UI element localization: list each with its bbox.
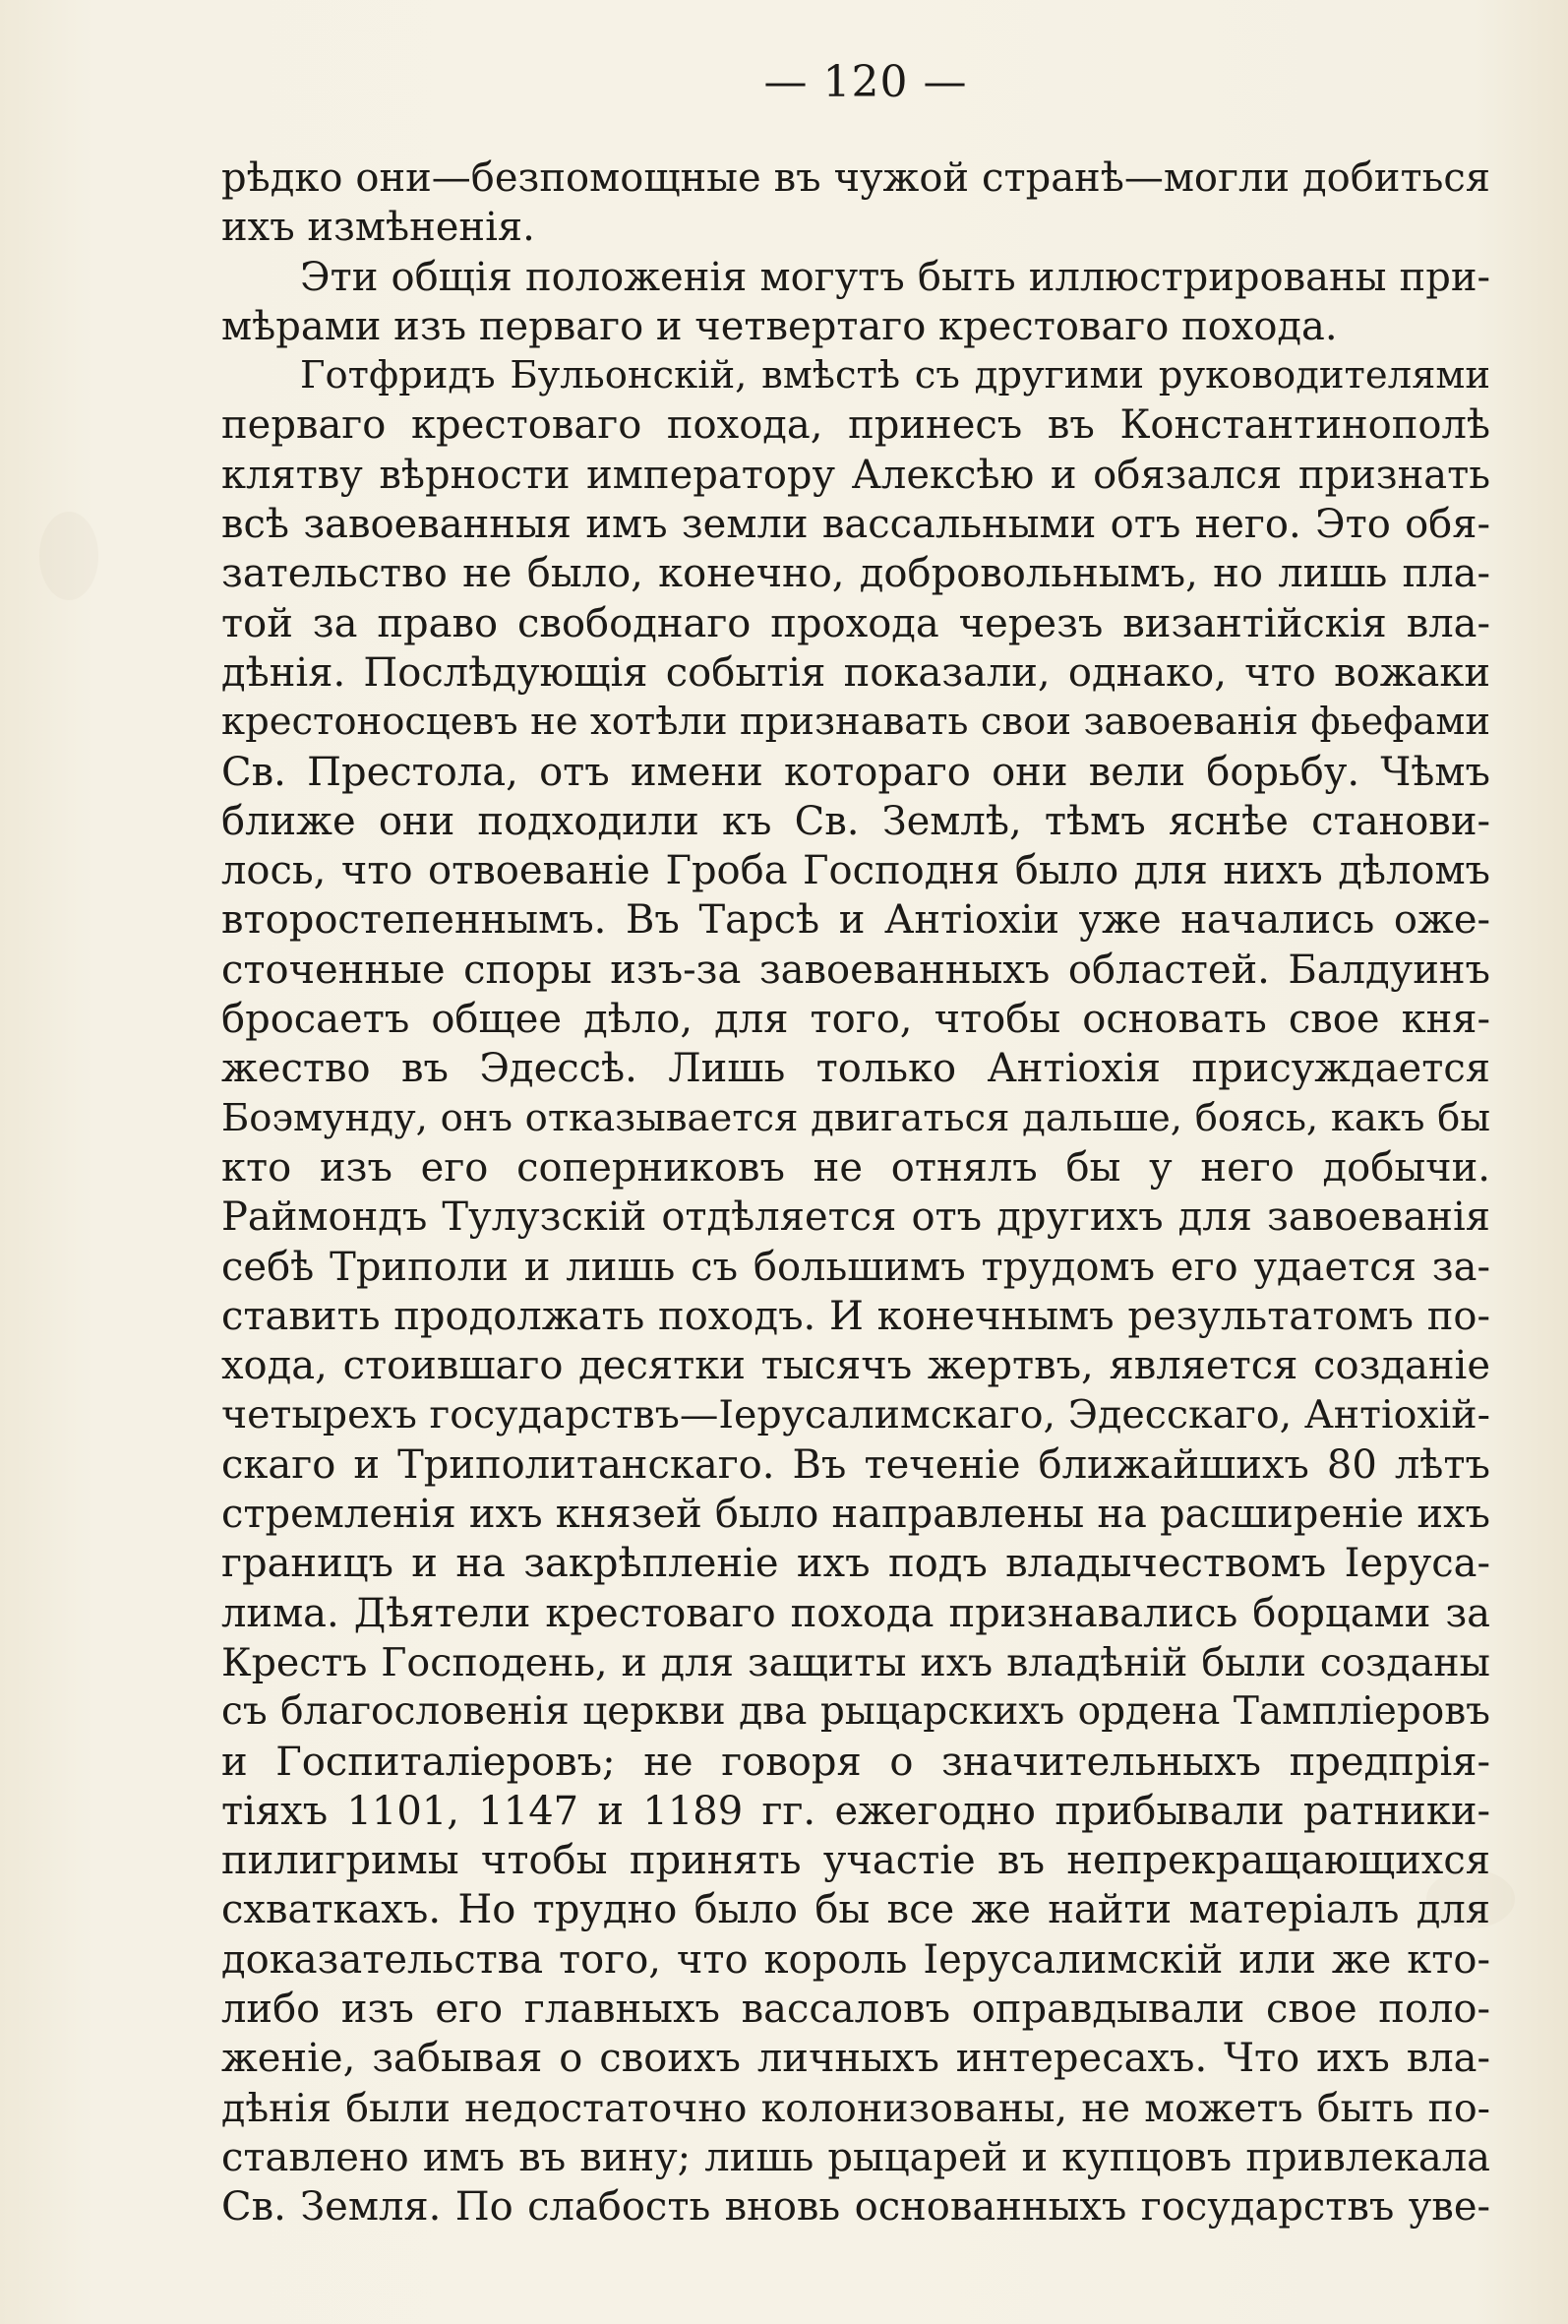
paper-stain xyxy=(39,512,98,600)
text-line: кто изъ его соперниковъ не отнялъ бы у него добычи. xyxy=(221,1144,1490,1191)
text-line: сточенные споры изъ-за завоеванныхъ областей. Балдуинъ xyxy=(221,947,1490,993)
text-line: жество въ Эдессѣ. Лишь только Антіохія присуждается xyxy=(221,1046,1490,1092)
text-line: клятву вѣрности императору Алексѣю и обязался признать xyxy=(221,452,1490,498)
text-line: перваго крестоваго похода, принесъ въ Константинополѣ xyxy=(221,402,1490,449)
text-line: тіяхъ 1101, 1147 и 1189 гг. ежегодно прибывали ратники- xyxy=(221,1788,1490,1834)
text-line: ставлено имъ въ вину; лишь рыцарей и купцовъ привлекала xyxy=(221,2134,1490,2180)
text-line: зательство не было, конечно, добровольнымъ, но лишь пла- xyxy=(221,551,1490,597)
text-line: той за право свободнаго прохода черезъ византійскія вла- xyxy=(221,600,1490,646)
text-line: дѣнія были недостаточно колонизованы, не можетъ быть по- xyxy=(221,2085,1490,2131)
text-line: ихъ измѣненія. xyxy=(221,205,535,251)
text-line: второстепеннымъ. Въ Тарсѣ и Антіохіи уже начались оже- xyxy=(221,897,1490,944)
text-line: ставить продолжать походъ. И конечнымъ результатомъ по- xyxy=(221,1293,1490,1339)
body-text xyxy=(221,153,1490,2232)
text-line: Св. Земля. По слабость вновь основанныхъ государствъ уве- xyxy=(221,2184,1490,2231)
page-number: — 120 — xyxy=(763,57,968,107)
text-line: женіе, забывая о своихъ личныхъ интересахъ. Что ихъ вла- xyxy=(221,2036,1490,2082)
text-line: пилигримы чтобы принять участіе въ непрекращающихся xyxy=(221,1838,1490,1884)
text-line: стремленія ихъ князей было направлены на расширеніе ихъ xyxy=(221,1492,1490,1538)
text-line: дѣнія. Послѣдующія событія показали, однако, что вожаки xyxy=(221,649,1490,696)
text-line: хода, стоившаго десятки тысячъ жертвъ, является созданіе xyxy=(221,1343,1490,1389)
text-line: и Госпиталіеровъ; не говоря о значительныхъ предпрія- xyxy=(221,1739,1490,1785)
text-line: крестоносцевъ не хотѣли признавать свои завоеванія фьефами xyxy=(221,700,1490,745)
text-line: Крестъ Господень, и для защиты ихъ владѣній были созданы xyxy=(221,1639,1490,1685)
text-line: границъ и на закрѣпленіе ихъ подъ владычествомъ Іеруса- xyxy=(221,1541,1490,1587)
text-line: доказательства того, что король Іерусалимскій или же кто- xyxy=(221,1936,1490,1983)
text-line: Св. Престола, отъ имени котораго они вели борьбу. Чѣмъ xyxy=(221,749,1490,795)
text-line: съ благословенія церкви два рыцарскихъ ордена Тампліеровъ xyxy=(221,1689,1490,1735)
text-line: всѣ завоеванныя имъ земли вассальными отъ него. Это обя- xyxy=(221,502,1490,548)
text-line: лима. Дѣятели крестоваго похода признавались борцами за xyxy=(221,1590,1490,1636)
text-line: рѣдко они—безпомощные въ чужой странѣ—могли добиться xyxy=(221,155,1490,201)
text-line: схваткахъ. Но трудно было бы все же найти матеріалъ для xyxy=(221,1887,1490,1933)
text-line: либо изъ его главныхъ вассаловъ оправдывали свое поло- xyxy=(221,1986,1490,2032)
text-line: мѣрами изъ перваго и четвертаго крестоваго похода. xyxy=(221,303,1338,349)
text-line: Раймондъ Тулузскій отдѣляется отъ другихъ для завоеванія xyxy=(221,1194,1490,1241)
text-line: Эти общія положенія могутъ быть иллюстрированы при- xyxy=(300,254,1490,300)
text-line: лось, что отвоеваніе Гроба Господня было для нихъ дѣломъ xyxy=(221,848,1490,894)
text-line: ближе они подходили къ Св. Землѣ, тѣмъ яснѣе станови- xyxy=(221,798,1490,844)
text-line: скаго и Триполитанскаго. Въ теченіе ближайшихъ 80 лѣтъ xyxy=(221,1441,1490,1488)
text-line: Боэмунду, онъ отказывается двигаться дальше, боясь, какъ бы xyxy=(221,1095,1490,1140)
text-line: себѣ Триполи и лишь съ большимъ трудомъ его удается за- xyxy=(221,1244,1490,1290)
text-line: бросаетъ общее дѣло, для того, чтобы основать свое кня- xyxy=(221,997,1490,1043)
text-line: четырехъ государствъ—Іерусалимскаго, Эдесскаго, Антіохій- xyxy=(221,1392,1490,1438)
text-line: Готфридъ Бульонскій, вмѣстѣ съ другими руководителями xyxy=(300,353,1490,398)
